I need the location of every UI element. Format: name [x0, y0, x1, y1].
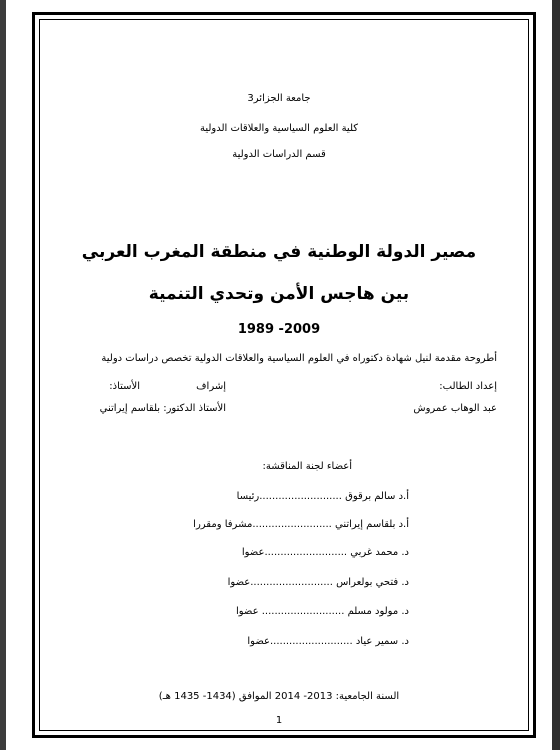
thesis-title-line-1: مصير الدولة الوطنية في منطقة المغرب العربي	[81, 242, 477, 262]
member-role: رئيسا	[236, 491, 260, 502]
student-name: عبد الوهاب عمروش	[413, 403, 497, 414]
member-name: د. محمد غربي	[350, 547, 409, 558]
member-role: عضوا	[241, 547, 265, 558]
document-page	[6, 0, 552, 750]
department-name: قسم الدراسات الدولية	[232, 149, 326, 160]
thesis-note: أطروحة مقدمة لنيل شهادة دكتوراه في العلوم السياسية والعلاقات الدولية تخصص دراسات دولية	[101, 353, 497, 364]
member-name: د. سمير عياد	[355, 636, 409, 647]
member-role: مشرفا ومقررا	[193, 519, 253, 530]
page-border-outer	[32, 12, 536, 738]
member-name: د. مولود مسلم	[347, 606, 409, 617]
committee-member-1	[237, 492, 409, 502]
professor-label: الأستاذ:	[109, 381, 140, 392]
committee-member-2	[193, 520, 409, 530]
committee-member-4	[228, 578, 409, 588]
member-dots: ..........................	[259, 491, 342, 502]
member-dots: ..........................	[264, 547, 348, 558]
supervision-label: إشراف	[196, 381, 226, 392]
member-role: عضوا	[227, 577, 251, 588]
member-role: عضوا	[247, 636, 270, 647]
thesis-years: 1989 -2009	[237, 322, 321, 337]
page-number: 1	[275, 715, 283, 726]
academic-year: السنة الجامعية: 2013- 2014 الموافق (1434- 1435 هـ)	[158, 691, 400, 702]
viewer-edge-right	[552, 0, 560, 750]
thesis-title-line-2: بين هاجس الأمن وتحدي التنمية	[148, 284, 410, 304]
committee-member-5	[236, 607, 409, 617]
member-name: أ.د سالم برقوق	[345, 491, 409, 502]
faculty-name: كلية العلوم السياسية والعلاقات الدولية	[199, 123, 359, 134]
committee-member-6	[247, 637, 409, 647]
member-name: أ.د بلقاسم إيراتني	[335, 519, 409, 530]
member-dots: ..........................	[250, 577, 333, 588]
committee-member-3	[242, 548, 409, 558]
member-dots: ..........................	[261, 606, 345, 617]
member-role: عضوا	[235, 606, 262, 617]
university-name: جامعة الجزائر3	[247, 93, 311, 104]
member-dots: .........................	[252, 519, 332, 530]
member-name: د. فتحي بولعراس	[336, 577, 409, 588]
supervisor-name: الأستاذ الدكتور: بلقاسم إيراتني	[99, 403, 226, 414]
member-dots: ..........................	[269, 636, 353, 647]
committee-heading: أعضاء لجنة المناقشة:	[262, 461, 352, 472]
prepared-by-label: إعداد الطالب:	[439, 381, 497, 392]
